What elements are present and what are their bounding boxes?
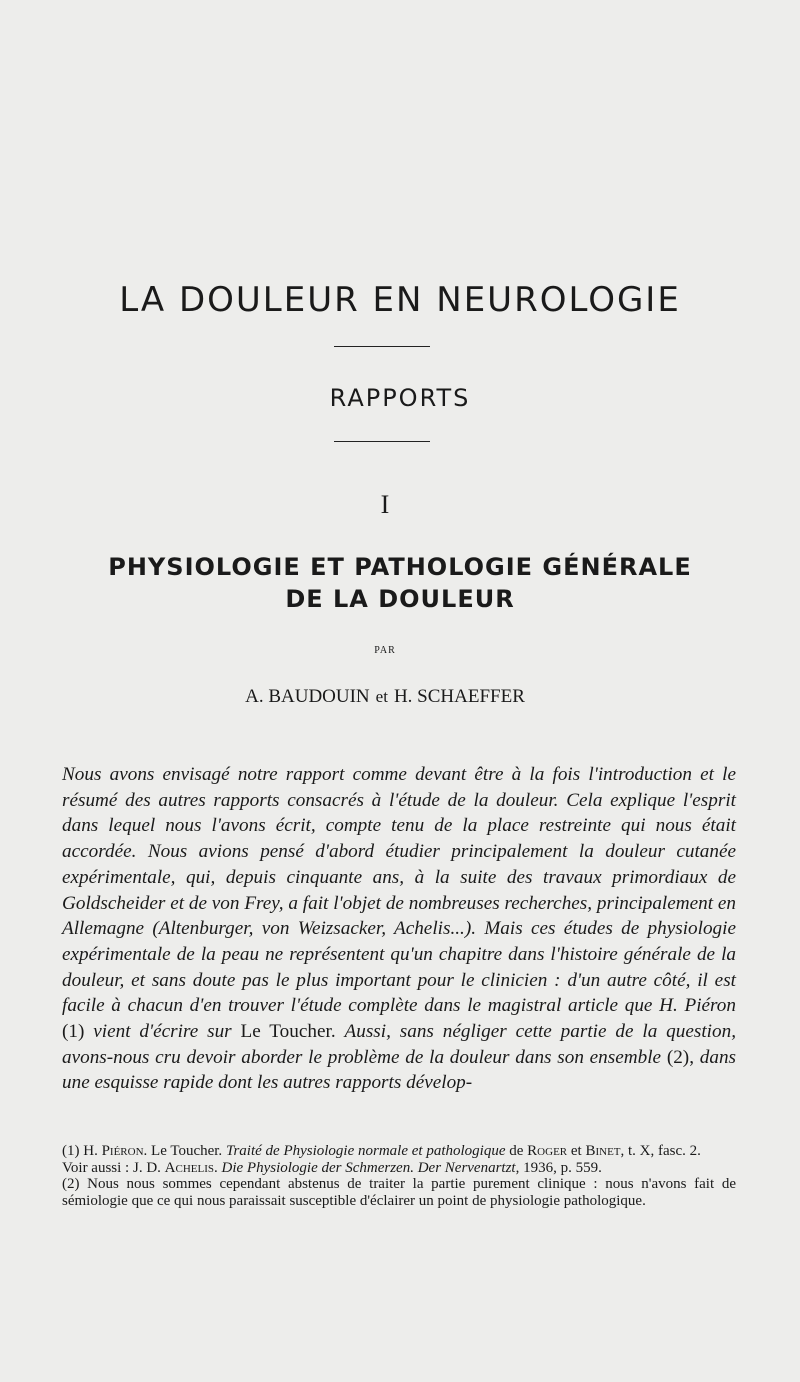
author-name: H. SCHAEFFER (393, 686, 525, 707)
body-text: vient d'écrire sur (93, 1021, 232, 1043)
footnote-ref: (2), (661, 1046, 700, 1068)
body-paragraph (62, 762, 736, 1096)
footnote-1: (1) H. Piéron. Le Toucher. Traité de Physiologie normale et pathologique de Roger et Binet, t. X, fasc. 2. (62, 1143, 701, 1159)
body-text: Nous avons envisagé notre rapport comme devant être à la fois l'introduction et le résumé des autres rapports consacrés à l'étude de la douleur. Cela explique l'esprit dans lequel nous l'avons écrit, compte tenu de la place restreinte qui nous était accordée. Nous avions pensé d'abord étudier principalement la douleur cutanée expérimentale, qui, depuis cinquante ans, à la suite des travaux primordiaux de Goldscheider et de von Frey, a fait l'objet de nombreuses recherches, principalement en Allemagne (Altenburger, von Weizsacker, Achelis...). Mais ces études de physiologie expérimentale de la peau ne représentent qu'un chapitre dans l'histoire générale de la douleur, et sans doute pas le plus important pour le clinicien : d'un autre côté, il est facile à chacun d'en trouver l'étude complète dans le magistral article que H. Piéron (62, 764, 736, 1017)
footnote-2: (2) Nous nous sommes cependant abstenus de traiter la partie purement clinique : nous n'avons fait de sémiologie que ce qui nous paraissait susceptible d'éclairer un point de physiologie pathologique. (62, 1176, 736, 1209)
author-name: A. BAUDOUIN (245, 686, 370, 707)
authors (0, 686, 770, 708)
body-text: dans une esquisse rapide dont les autres rapports dévelop- (62, 1046, 736, 1094)
divider (334, 441, 430, 442)
body-text-roman: Le Toucher. (231, 1021, 345, 1043)
author-conjunction: et (375, 687, 388, 706)
divider (334, 346, 430, 347)
body-text: Aussi, sans négliger cette partie de la question, avons-nous cru devoir aborder le problème de la douleur dans son ensemble (62, 1021, 736, 1068)
footnote-1-see-also: Voir aussi : J. D. Achelis. Die Physiologie der Schmerzen. Der Nervenartzt, 1936, p. 559. (62, 1159, 602, 1176)
section-title-line: DE LA DOULEUR (285, 585, 515, 613)
by-label: PAR (374, 645, 396, 656)
footnotes (62, 1143, 736, 1209)
page-title: LA DOULEUR EN NEUROLOGIE (119, 280, 681, 320)
footnote-ref: (1) (62, 1021, 94, 1043)
section-title-line: PHYSIOLOGIE ET PATHOLOGIE GÉNÉRALE (108, 553, 692, 581)
section-number: I (380, 490, 390, 519)
subtitle: RAPPORTS (329, 384, 471, 412)
section-title (0, 551, 800, 615)
